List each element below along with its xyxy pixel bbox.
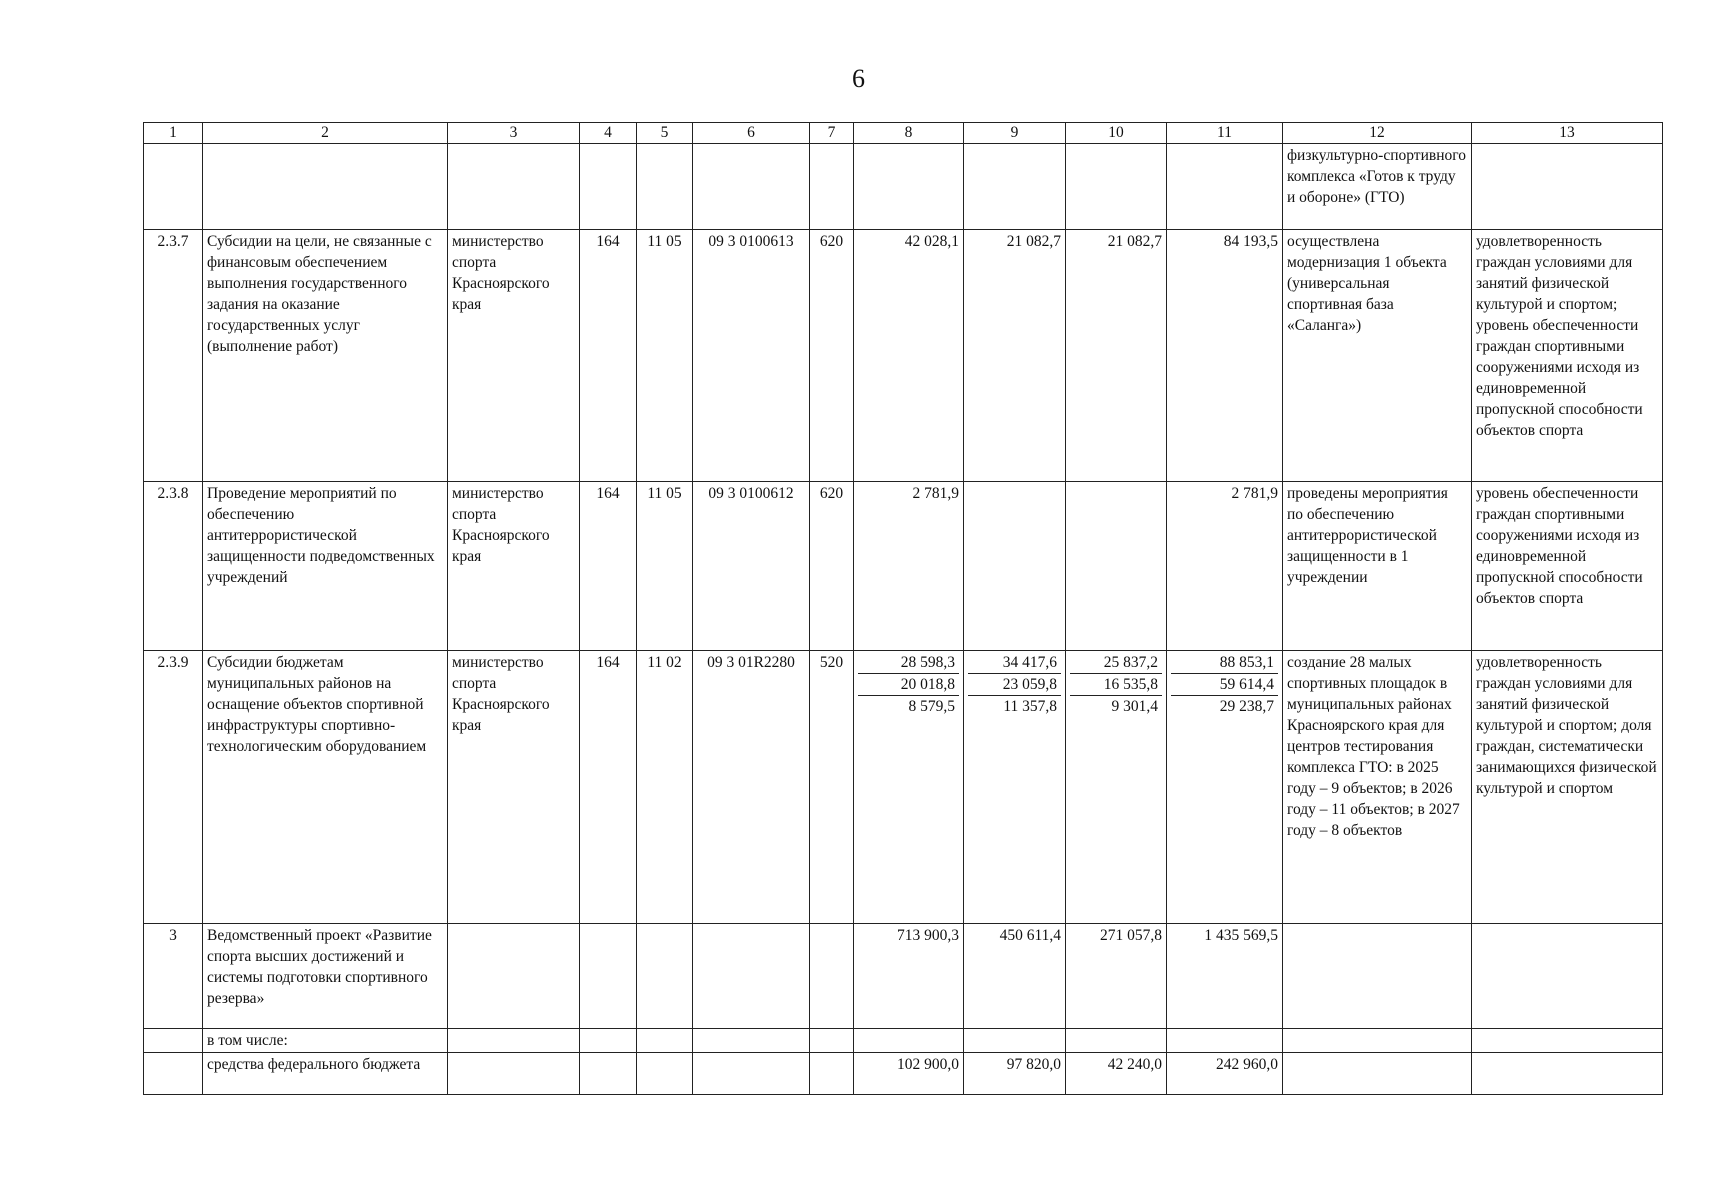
result-cell: физкультурно-спортивного комплекса «Готов к труду и обороне» (ГТО) (1283, 144, 1472, 230)
amount-2026: 97 820,0 (964, 1053, 1066, 1095)
amount-total: 242 960,0 (1167, 1053, 1283, 1095)
amount-total: 84 193,5 (1167, 230, 1283, 482)
executor: министерство спорта Красноярского края (448, 230, 580, 482)
header-cell: 8 (854, 123, 964, 144)
amount-2027 (1066, 482, 1167, 651)
amount-2026-federal: 23 059,8 (968, 674, 1061, 696)
row-number: 2.3.9 (144, 651, 203, 924)
csr-code: 09 3 0100613 (693, 230, 810, 482)
grbs-code: 164 (580, 230, 637, 482)
amount-2026 (964, 482, 1066, 651)
amount-2027-total: 25 837,2 (1070, 652, 1162, 674)
csr-code: 09 3 0100612 (693, 482, 810, 651)
header-cell: 7 (810, 123, 854, 144)
table-row-2-3-7 (144, 230, 1663, 482)
amount-2027-federal: 16 535,8 (1070, 674, 1162, 696)
csr-code: 09 3 01R2280 (693, 651, 810, 924)
amount-2027: 21 082,7 (1066, 230, 1167, 482)
table-row-federal (144, 1053, 1663, 1095)
amount-2025: 102 900,0 (854, 1053, 964, 1095)
grbs-code: 164 (580, 651, 637, 924)
indicator-cell: удовлетворенность граждан условиями для занятий физической культурой и спортом; доля граждан, систематически занимающихся физической культурой и спортом (1472, 651, 1663, 924)
header-cell: 3 (448, 123, 580, 144)
amount-2025-stack (854, 651, 964, 924)
page-number: 6 (852, 64, 865, 93)
table-row-including (144, 1029, 1663, 1053)
amount-2026-regional: 11 357,8 (1003, 698, 1057, 715)
amount-2025-federal: 20 018,8 (858, 674, 959, 696)
amount-2025-regional: 8 579,5 (908, 698, 955, 715)
amount-total-federal: 59 614,4 (1171, 674, 1278, 696)
header-cell: 10 (1066, 123, 1167, 144)
header-cell: 5 (637, 123, 693, 144)
indicator-cell: уровень обеспеченности граждан спортивными сооружениями исходя из единовременной пропускной способности объектов спорта (1472, 482, 1663, 651)
amount-2025-total: 28 598,3 (858, 652, 959, 674)
amount-total: 1 435 569,5 (1167, 924, 1283, 1029)
amount-2025: 713 900,3 (854, 924, 964, 1029)
header-cell: 9 (964, 123, 1066, 144)
header-cell: 2 (203, 123, 448, 144)
grbs-code: 164 (580, 482, 637, 651)
table-row-2-3-9 (144, 651, 1663, 924)
result-cell: осуществлена модернизация 1 объекта (универсальная спортивная база «Саланга») (1283, 230, 1472, 482)
executor: министерство спорта Красноярского края (448, 651, 580, 924)
activity-name: Проведение мероприятий по обеспечению антитеррористической защищенности подведомственных учреждений (203, 482, 448, 651)
header-cell: 1 (144, 123, 203, 144)
result-cell: создание 28 малых спортивных площадок в муниципальных районах Красноярского края для центров тестирования комплекса ГТО: в 2025 году – 9 объектов; в 2026 году – 11 объектов; в 2027 году – 8 объектов (1283, 651, 1472, 924)
row-number: 2.3.7 (144, 230, 203, 482)
amount-2027: 271 057,8 (1066, 924, 1167, 1029)
amount-2025: 42 028,1 (854, 230, 964, 482)
vr-code: 520 (810, 651, 854, 924)
amount-2027: 42 240,0 (1066, 1053, 1167, 1095)
amount-total: 2 781,9 (1167, 482, 1283, 651)
table-row-2-3-8 (144, 482, 1663, 651)
rzpr-code: 11 02 (637, 651, 693, 924)
activity-name: Субсидии бюджетам муниципальных районов на оснащение объектов спортивной инфраструктуры спортивно-технологическим оборудованием (203, 651, 448, 924)
activity-name: Субсидии на цели, не связанные с финансовым обеспечением выполнения государственного задания на оказание государственных услуг (выполнение работ) (203, 230, 448, 482)
activity-name: средства федерального бюджета (203, 1053, 448, 1095)
rzpr-code: 11 05 (637, 230, 693, 482)
row-number: 3 (144, 924, 203, 1029)
header-cell: 13 (1472, 123, 1663, 144)
row-number: 2.3.8 (144, 482, 203, 651)
amount-total-total: 88 853,1 (1171, 652, 1278, 674)
indicator-cell: удовлетворенность граждан условиями для занятий физической культурой и спортом; уровень обеспеченности граждан спортивными сооружениями исходя из единовременной пропускной способности объектов спорта (1472, 230, 1663, 482)
vr-code: 620 (810, 230, 854, 482)
activity-name: в том числе: (203, 1029, 448, 1053)
amount-2025: 2 781,9 (854, 482, 964, 651)
header-row (144, 123, 1663, 144)
rzpr-code: 11 05 (637, 482, 693, 651)
amount-2027-stack (1066, 651, 1167, 924)
table-row-continuation (144, 144, 1663, 230)
budget-table (143, 122, 1663, 1095)
table-row-3 (144, 924, 1663, 1029)
amount-2026: 450 611,4 (964, 924, 1066, 1029)
header-cell: 12 (1283, 123, 1472, 144)
amount-total-stack (1167, 651, 1283, 924)
header-cell: 4 (580, 123, 637, 144)
executor: министерство спорта Красноярского края (448, 482, 580, 651)
vr-code: 620 (810, 482, 854, 651)
amount-2026-total: 34 417,6 (968, 652, 1061, 674)
amount-2027-regional: 9 301,4 (1111, 698, 1158, 715)
amount-2026: 21 082,7 (964, 230, 1066, 482)
activity-name: Ведомственный проект «Развитие спорта высших достижений и системы подготовки спортивного резерва» (203, 924, 448, 1029)
amount-2026-stack (964, 651, 1066, 924)
amount-total-regional: 29 238,7 (1219, 698, 1274, 715)
result-cell: проведены мероприятия по обеспечению антитеррористической защищенности в 1 учреждении (1283, 482, 1472, 651)
header-cell: 11 (1167, 123, 1283, 144)
header-cell: 6 (693, 123, 810, 144)
